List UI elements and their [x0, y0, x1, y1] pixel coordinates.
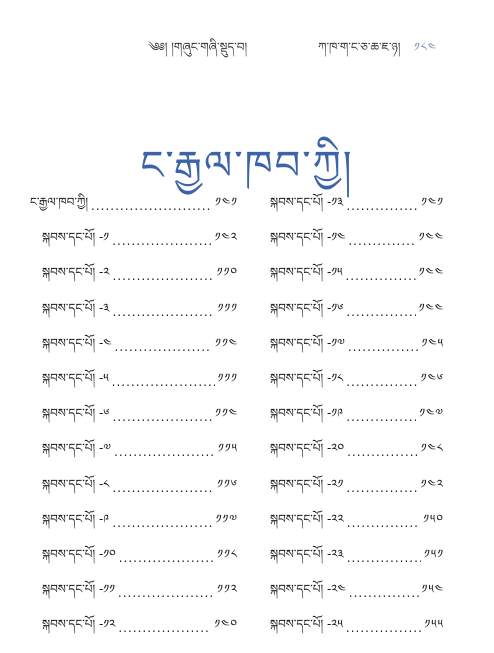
toc-entry-label: སྐབས་དང་པོ། -༨ — [42, 476, 110, 491]
toc-entry-page: ༡༤༦ — [420, 370, 444, 385]
dot-leader — [346, 375, 418, 389]
dot-leader — [346, 481, 417, 495]
toc-entry-page: ༡༤༧ — [419, 406, 444, 421]
toc-entry-page: ༡༡༦ — [217, 476, 238, 491]
dot-leader — [118, 621, 211, 635]
dot-leader — [115, 340, 213, 354]
dot-leader — [346, 410, 416, 424]
toc-entry-page: ༡༤༤ — [418, 300, 444, 315]
toc-entry-page: ༡༡༨ — [217, 546, 238, 561]
toc-entry-page: ༡༤༤ — [418, 230, 444, 245]
toc-entry-label: སྐབས་དང་པོ། -༢༣ — [270, 546, 344, 561]
dot-leader — [349, 586, 419, 600]
dot-leader — [119, 551, 215, 565]
toc-entry[interactable] — [30, 442, 238, 462]
toc-entry[interactable] — [30, 337, 238, 357]
toc-entry[interactable] — [270, 231, 444, 251]
toc-entry-label: སྐབས་དང་པོ། -༡༩ — [270, 406, 344, 421]
toc-entry-label: སྐབས་དང་པོ། -༡༦ — [270, 300, 344, 315]
toc-entry-label: སྐབས་དང་པོ། -༡༠ — [42, 546, 116, 561]
toc-entry-page: ༡༤༠ — [214, 617, 238, 632]
toc-entry-page: ༡༡༡ — [217, 300, 238, 315]
toc-entry-page: ༡༤༥ — [421, 335, 444, 350]
toc-entry[interactable] — [270, 337, 444, 357]
toc-entry[interactable] — [30, 302, 238, 322]
dot-leader — [91, 199, 212, 213]
toc-entry[interactable] — [30, 513, 238, 533]
toc-entry-label: སྐབས་དང་པོ། -༡ — [42, 230, 110, 245]
toc-entry-label: སྐབས་དང་པོ། -༧ — [42, 441, 111, 456]
toc-entry[interactable] — [30, 478, 238, 498]
dot-leader — [114, 445, 215, 459]
dot-leader — [112, 481, 214, 495]
toc-entry[interactable] — [270, 478, 444, 498]
dot-leader — [112, 234, 212, 248]
dot-leader — [347, 551, 421, 565]
dot-leader — [347, 445, 418, 459]
toc-entry-page: ༡༡༥ — [218, 441, 238, 456]
toc-entry-label: སྐབས་དང་པོ། -༢༥ — [270, 617, 343, 632]
table-of-contents — [0, 195, 494, 632]
dot-leader — [346, 199, 418, 213]
toc-entry-label: སྐབས་དང་པོ། -༢༡ — [270, 476, 344, 491]
toc-entry-label: སྐབས་དང་པོ། -༢༢ — [270, 511, 344, 526]
toc-entry-page: ༡༡༡ — [217, 370, 238, 385]
toc-entry-page: ༡༤༨ — [420, 441, 444, 456]
dot-leader — [348, 234, 415, 248]
dot-leader — [113, 410, 213, 424]
toc-entry-page: ༡༥༠ — [423, 511, 444, 526]
toc-entry[interactable] — [30, 548, 238, 568]
toc-entry-label: སྐབས་དང་པོ། -༡༨ — [270, 370, 344, 385]
toc-entry-label: སྐབས་དང་པོ། -༡༧ — [270, 335, 345, 350]
toc-entry[interactable] — [30, 196, 238, 216]
toc-entry-label: སྐབས་དང་པོ། -༩ — [42, 511, 110, 526]
running-title-left: ༄༅། །གཞུང་གཞི་སྡུད་བ། — [148, 40, 248, 54]
running-title-right: ཀ་ཁ་ག་ང་ཅ་ཆ་ཇ་ཉ། — [318, 40, 401, 54]
dot-leader — [113, 269, 214, 283]
toc-column-left — [30, 196, 238, 653]
toc-entry[interactable] — [30, 372, 238, 392]
toc-entry-label: སྐབས་དང་པོ། -༢ — [42, 265, 110, 280]
dot-leader — [112, 516, 212, 530]
dot-leader — [345, 269, 415, 283]
toc-entry-page: ༡༥༤ — [421, 582, 444, 597]
toc-entry-label: སྐབས་དང་པོ། -༡༡ — [42, 582, 115, 597]
toc-entry-label: སྐབས་དང་པོ། -༡༤ — [270, 230, 346, 245]
toc-entry[interactable] — [30, 407, 238, 427]
dot-leader — [348, 340, 419, 354]
dot-leader — [113, 305, 215, 319]
toc-entry[interactable] — [270, 583, 444, 603]
toc-entry-page: ༡༥༥ — [424, 617, 444, 632]
toc-entry-label: སྐབས་དང་པོ། -༢༠ — [270, 441, 345, 456]
toc-entry-label: སྐབས་དང་པོ། -༢༤ — [270, 582, 346, 597]
toc-entry-label: སྐབས་དང་པོ། -༦ — [42, 406, 110, 421]
toc-entry-page: ༡༤༢ — [420, 476, 444, 491]
toc-entry[interactable] — [30, 618, 238, 638]
section-title: ང་རྒྱལ་ཁབ་ཀྱི། — [140, 143, 354, 189]
toc-entry-label: སྐབས་དང་པོ། -༤ — [42, 335, 112, 350]
toc-entry[interactable] — [270, 618, 444, 638]
toc-entry[interactable] — [270, 302, 444, 322]
toc-entry[interactable] — [30, 266, 238, 286]
toc-entry-label: སྐབས་དང་པོ། -༡༥ — [270, 265, 343, 280]
page-number: ༡༨༤ — [414, 40, 438, 54]
toc-entry[interactable] — [270, 196, 444, 216]
toc-entry-page: ༡༡༤ — [215, 335, 238, 350]
toc-entry-page: ༡༤༤ — [418, 265, 444, 280]
dot-leader — [346, 621, 422, 635]
toc-entry[interactable] — [270, 513, 444, 533]
dot-leader — [346, 305, 415, 319]
toc-entry-label: སྐབས་དང་པོ། -༥ — [42, 370, 109, 385]
toc-column-right — [270, 196, 444, 653]
toc-entry-label: སྐབས་དང་པོ། -༡༢ — [42, 617, 116, 632]
dot-leader — [347, 516, 420, 530]
toc-entry-label: ང་རྒྱལ་ཁབ་ཀྱི། — [30, 195, 89, 209]
toc-entry[interactable] — [270, 442, 444, 462]
toc-entry[interactable] — [30, 231, 238, 251]
toc-entry[interactable] — [270, 548, 444, 568]
toc-entry-label: སྐབས་དང་པོ། -༣ — [42, 300, 110, 315]
toc-entry-page: ༡༤༢ — [214, 230, 238, 245]
dot-leader — [118, 586, 214, 600]
toc-entry[interactable] — [270, 407, 444, 427]
toc-entry-page: ༡༡༤ — [215, 406, 238, 421]
toc-entry-page: ༡༡༢ — [217, 582, 238, 597]
toc-entry-page: ༡༡༧ — [215, 511, 238, 526]
toc-entry[interactable] — [270, 266, 444, 286]
dot-leader — [112, 375, 215, 389]
toc-entry-page: ༡༡༠ — [216, 265, 238, 280]
toc-entry-page: ༡༥༡ — [424, 546, 444, 561]
toc-entry-page: ༡༤༡ — [421, 195, 444, 209]
page-header — [0, 34, 494, 54]
toc-entry[interactable] — [270, 372, 444, 392]
toc-entry-page: ༡༤༡ — [215, 195, 238, 209]
toc-entry[interactable] — [30, 583, 238, 603]
toc-entry-label: སྐབས་དང་པོ། -༡༣ — [270, 195, 344, 209]
